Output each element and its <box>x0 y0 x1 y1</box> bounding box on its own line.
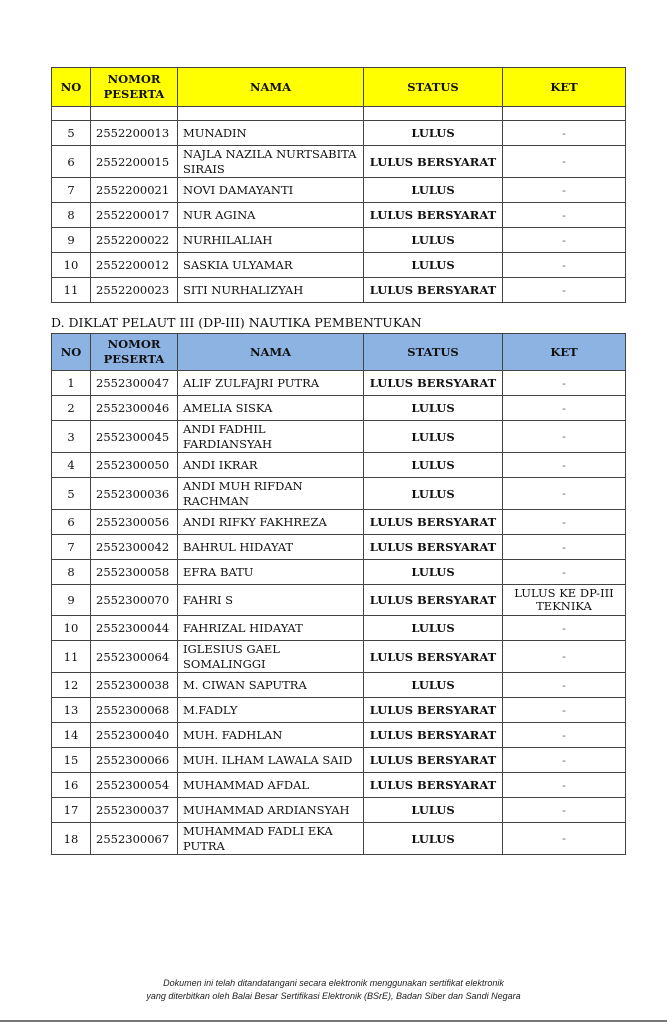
cell-nomor: 2552300045 <box>91 421 178 453</box>
cell-status: LULUS BERSYARAT <box>364 641 503 673</box>
cell-no: 8 <box>52 203 91 228</box>
cell-ket: - <box>503 278 626 303</box>
cell-ket: - <box>503 478 626 510</box>
table-row <box>52 478 626 510</box>
cell-nama: MUNADIN <box>178 121 364 146</box>
cell-status: LULUS BERSYARAT <box>364 510 503 535</box>
results-table-c <box>51 67 626 303</box>
cell-ket: - <box>503 178 626 203</box>
cell-ket: - <box>503 798 626 823</box>
table-row <box>52 698 626 723</box>
cell-nama: ANDI FADHIL FARDIANSYAH <box>178 421 364 453</box>
cell-nomor: 2552300036 <box>91 478 178 510</box>
cell-no: 8 <box>52 560 91 585</box>
cell-nama: BAHRUL HIDAYAT <box>178 535 364 560</box>
cell-status: LULUS BERSYARAT <box>364 146 503 178</box>
cell-nama: ANDI IKRAR <box>178 453 364 478</box>
header-ket: KET <box>503 68 626 107</box>
cell-no: 10 <box>52 616 91 641</box>
cell-nomor: 2552300040 <box>91 723 178 748</box>
cell-ket: - <box>503 421 626 453</box>
cell-status: LULUS <box>364 121 503 146</box>
cell-status: LULUS <box>364 616 503 641</box>
e-signature-footer <box>0 977 667 1003</box>
table-row <box>52 773 626 798</box>
cell-nomor: 2552300056 <box>91 510 178 535</box>
header-nomor-peserta: NOMOR PESERTA <box>91 68 178 107</box>
section-title-d: D. DIKLAT PELAUT III (DP-III) NAUTIKA PEMBENTUKAN <box>51 315 422 330</box>
cell-nama: MUH. FADHLAN <box>178 723 364 748</box>
cell-no: 9 <box>52 585 91 616</box>
cell-no: 6 <box>52 146 91 178</box>
footer-line-1: Dokumen ini telah ditandatangani secara elektronik menggunakan sertifikat elektronik <box>163 978 504 988</box>
table-row <box>52 673 626 698</box>
header-status: STATUS <box>364 334 503 371</box>
header-nama: NAMA <box>178 334 364 371</box>
cell-nomor: 2552200012 <box>91 253 178 278</box>
cell-nomor: 2552300067 <box>91 823 178 855</box>
table-header-row <box>52 68 626 107</box>
cell-status: LULUS <box>364 178 503 203</box>
cell-nama: FAHRI S <box>178 585 364 616</box>
cell-nama: SASKIA ULYAMAR <box>178 253 364 278</box>
cell-no: 14 <box>52 723 91 748</box>
cell-nama: ANDI RIFKY FAKHREZA <box>178 510 364 535</box>
cell-no: 9 <box>52 228 91 253</box>
cell-no: 7 <box>52 535 91 560</box>
cell-no: 11 <box>52 278 91 303</box>
cell-status: LULUS BERSYARAT <box>364 723 503 748</box>
table-row <box>52 798 626 823</box>
cell-nomor: 2552300037 <box>91 798 178 823</box>
cell-status: LULUS <box>364 798 503 823</box>
table-row <box>52 146 626 178</box>
cell-status: LULUS <box>364 253 503 278</box>
cell-status: LULUS <box>364 560 503 585</box>
cell-status: LULUS BERSYARAT <box>364 585 503 616</box>
cell-status: LULUS <box>364 478 503 510</box>
cell-status: LULUS <box>364 453 503 478</box>
cell-ket: - <box>503 698 626 723</box>
cell-ket: - <box>503 146 626 178</box>
cell-ket: - <box>503 535 626 560</box>
cell-nomor: 2552200013 <box>91 121 178 146</box>
cell-empty <box>503 107 626 121</box>
table-row <box>52 560 626 585</box>
cell-no: 18 <box>52 823 91 855</box>
cell-nama: NOVI DAMAYANTI <box>178 178 364 203</box>
cell-status: LULUS <box>364 421 503 453</box>
cell-nomor: 2552300054 <box>91 773 178 798</box>
cell-no: 11 <box>52 641 91 673</box>
cell-ket: - <box>503 371 626 396</box>
cell-nomor: 2552200022 <box>91 228 178 253</box>
header-nomor-peserta: NOMOR PESERTA <box>91 334 178 371</box>
cell-no: 2 <box>52 396 91 421</box>
cell-nama: M. CIWAN SAPUTRA <box>178 673 364 698</box>
table-row <box>52 723 626 748</box>
cell-nomor: 2552300038 <box>91 673 178 698</box>
cell-nomor: 2552200021 <box>91 178 178 203</box>
cell-status: LULUS BERSYARAT <box>364 278 503 303</box>
footer-divider <box>0 1020 667 1022</box>
cell-nama: SITI NURHALIZYAH <box>178 278 364 303</box>
cell-nomor: 2552300068 <box>91 698 178 723</box>
cell-nama: ALIF ZULFAJRI PUTRA <box>178 371 364 396</box>
cell-nomor: 2552300070 <box>91 585 178 616</box>
table-row <box>52 203 626 228</box>
cell-nomor: 2552300050 <box>91 453 178 478</box>
cell-status: LULUS BERSYARAT <box>364 748 503 773</box>
cell-nama: FAHRIZAL HIDAYAT <box>178 616 364 641</box>
table-row <box>52 641 626 673</box>
footer-line-2: yang diterbitkan oleh Balai Besar Sertifikasi Elektronik (BSrE), Badan Siber dan Sandi Negara <box>146 991 521 1001</box>
table-row <box>52 510 626 535</box>
table-row <box>52 121 626 146</box>
cell-ket: - <box>503 723 626 748</box>
cell-status: LULUS BERSYARAT <box>364 698 503 723</box>
cell-no: 5 <box>52 478 91 510</box>
cell-ket: - <box>503 396 626 421</box>
cell-nomor: 2552300044 <box>91 616 178 641</box>
table-row <box>52 178 626 203</box>
table-row-empty <box>52 107 626 121</box>
table-row <box>52 253 626 278</box>
cell-nomor: 2552300064 <box>91 641 178 673</box>
cell-ket: - <box>503 253 626 278</box>
table-row <box>52 278 626 303</box>
cell-nama: MUHAMMAD FADLI EKA PUTRA <box>178 823 364 855</box>
cell-no: 15 <box>52 748 91 773</box>
cell-nama: MUHAMMAD AFDAL <box>178 773 364 798</box>
cell-status: LULUS <box>364 228 503 253</box>
cell-ket: - <box>503 560 626 585</box>
cell-nama: MUH. ILHAM LAWALA SAID <box>178 748 364 773</box>
cell-nomor: 2552300066 <box>91 748 178 773</box>
table-row <box>52 616 626 641</box>
cell-empty <box>52 107 91 121</box>
cell-nomor: 2552300042 <box>91 535 178 560</box>
cell-nama: IGLESIUS GAEL SOMALINGGI <box>178 641 364 673</box>
cell-ket: LULUS KE DP-III TEKNIKA <box>503 585 626 616</box>
cell-nama: NURHILALIAH <box>178 228 364 253</box>
cell-ket: - <box>503 823 626 855</box>
cell-nama: NUR AGINA <box>178 203 364 228</box>
cell-ket: - <box>503 203 626 228</box>
cell-empty <box>91 107 178 121</box>
cell-no: 16 <box>52 773 91 798</box>
results-table-d <box>51 333 626 855</box>
cell-ket: - <box>503 121 626 146</box>
header-nama: NAMA <box>178 68 364 107</box>
cell-nama: M.FADLY <box>178 698 364 723</box>
cell-nomor: 2552200015 <box>91 146 178 178</box>
cell-nama: ANDI MUH RIFDAN RACHMAN <box>178 478 364 510</box>
table-row <box>52 453 626 478</box>
cell-status: LULUS <box>364 673 503 698</box>
cell-no: 17 <box>52 798 91 823</box>
cell-nomor: 2552300046 <box>91 396 178 421</box>
cell-nomor: 2552200017 <box>91 203 178 228</box>
cell-ket: - <box>503 616 626 641</box>
cell-status: LULUS BERSYARAT <box>364 773 503 798</box>
table-row <box>52 228 626 253</box>
table-row <box>52 371 626 396</box>
cell-status: LULUS BERSYARAT <box>364 371 503 396</box>
cell-nomor: 2552200023 <box>91 278 178 303</box>
cell-ket: - <box>503 228 626 253</box>
cell-nama: NAJLA NAZILA NURTSABITA SIRAIS <box>178 146 364 178</box>
header-no: NO <box>52 68 91 107</box>
cell-empty <box>178 107 364 121</box>
table-row <box>52 421 626 453</box>
table-row <box>52 396 626 421</box>
cell-nomor: 2552300047 <box>91 371 178 396</box>
cell-status: LULUS <box>364 823 503 855</box>
cell-status: LULUS BERSYARAT <box>364 535 503 560</box>
header-status: STATUS <box>364 68 503 107</box>
cell-nama: MUHAMMAD ARDIANSYAH <box>178 798 364 823</box>
cell-no: 12 <box>52 673 91 698</box>
cell-ket: - <box>503 641 626 673</box>
table-row <box>52 823 626 855</box>
cell-no: 5 <box>52 121 91 146</box>
cell-nama: AMELIA SISKA <box>178 396 364 421</box>
cell-ket: - <box>503 510 626 535</box>
cell-no: 13 <box>52 698 91 723</box>
cell-no: 7 <box>52 178 91 203</box>
cell-nomor: 2552300058 <box>91 560 178 585</box>
cell-ket: - <box>503 673 626 698</box>
cell-no: 4 <box>52 453 91 478</box>
cell-empty <box>364 107 503 121</box>
table-header-row <box>52 334 626 371</box>
cell-ket: - <box>503 773 626 798</box>
cell-no: 3 <box>52 421 91 453</box>
table-row <box>52 535 626 560</box>
cell-ket: - <box>503 748 626 773</box>
cell-nama: EFRA BATU <box>178 560 364 585</box>
table-row <box>52 585 626 616</box>
cell-status: LULUS BERSYARAT <box>364 203 503 228</box>
cell-no: 1 <box>52 371 91 396</box>
header-ket: KET <box>503 334 626 371</box>
cell-no: 10 <box>52 253 91 278</box>
cell-no: 6 <box>52 510 91 535</box>
header-no: NO <box>52 334 91 371</box>
table-row <box>52 748 626 773</box>
cell-ket: - <box>503 453 626 478</box>
cell-status: LULUS <box>364 396 503 421</box>
